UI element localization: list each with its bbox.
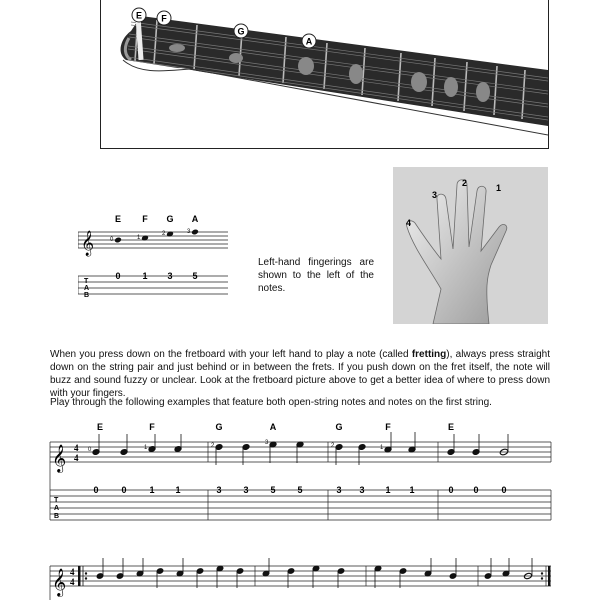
tab-number: 0 [448,485,454,495]
svg-text:E: E [135,10,143,21]
fret-note-a [302,34,316,48]
paragraph-text: When you press down on the fretboard with your left hand to play a note (called [50,349,412,360]
tab-letter: B [54,513,60,520]
time-signature-top: 4 [70,567,75,577]
note-label: F [149,422,155,432]
note-head [191,229,199,236]
fretting-paragraph [50,348,550,400]
tab-letter: A [54,505,60,512]
paragraph-bold-term: fretting [411,349,447,360]
hand-photo [393,167,548,324]
note-label: E [447,422,455,432]
tab-number: 1 [175,485,181,495]
note-label: A [269,422,277,432]
finger-number: 2 [162,231,166,237]
svg-text:A: A [305,36,313,47]
tab-number: 0 [121,485,127,495]
small-notation-example [78,210,233,310]
tab-number: 5 [270,485,276,495]
treble-clef-icon: 𝄞 [81,231,95,256]
tab-letter: A [84,285,90,292]
fret-note-f [157,11,171,25]
example-1-note-labels [97,422,454,432]
time-signature-top: 4 [74,443,79,453]
tab-letter: T [54,497,59,504]
fret-note-g [234,24,248,38]
finger-number: 3 [187,229,191,235]
tab-number: 0 [501,485,507,495]
hand-finger-number: 1 [496,183,502,193]
example-2-system [48,548,553,600]
finger-number: 2 [331,443,335,449]
tab-number: 0 [115,271,121,281]
time-signature-bottom: 4 [74,453,79,463]
hand-finger-number: 3 [432,190,438,200]
finger-number: 1 [380,445,384,451]
small-staff [78,232,228,248]
note-label: G [215,422,223,432]
finger-number: 2 [211,443,215,449]
tab-number: 1 [409,485,415,495]
treble-clef-icon: 𝄞 [52,444,67,472]
tab-number: 3 [216,485,222,495]
tab-number: 1 [385,485,391,495]
tab-number: 3 [359,485,365,495]
note-head [114,237,122,244]
hand-finger-number: 4 [406,218,412,228]
example-2-staff [50,566,551,600]
small-note-label: A [191,214,199,224]
left-hand-illustration [393,167,548,324]
example-1-notes [88,432,509,465]
tab-number: 0 [473,485,479,495]
finger-number: 1 [144,445,148,451]
small-note-label: G [166,214,174,224]
tab-number: 0 [93,485,99,495]
time-signature-bottom: 4 [70,577,75,587]
paragraph-text: ), always press straight down on the string pair and just behind or in between the frets. If you push down on the fret itself, the note will buzz and sound fuzzy or unclear. Look at the fretboard picture above to get a better idea of where to press down with your fingers. [50,349,550,399]
finger-number: 3 [265,440,269,446]
example-2-notes [96,558,532,588]
finger-number: 0 [88,447,92,453]
fingering-caption: Left-hand fingerings are shown to the left of the notes. [258,257,374,294]
tab-number: 5 [297,485,303,495]
note-label: E [96,422,104,432]
tab-number: 3 [167,271,173,281]
svg-text:G: G [237,26,245,37]
small-note-label: F [142,214,148,224]
note-label: F [385,422,391,432]
note-label: G [335,422,343,432]
tab-number: 3 [336,485,342,495]
fretboard-illustration [101,0,548,149]
tab-number: 5 [192,271,198,281]
small-tab-staff [78,276,228,294]
finger-number: 0 [110,237,114,243]
treble-clef-icon: 𝄞 [52,568,67,596]
small-note-label: E [114,214,122,224]
tab-number: 1 [149,485,155,495]
example-1-system [48,420,553,525]
note-head [141,235,149,242]
hand-finger-number: 2 [462,178,468,188]
tab-letter: T [84,278,89,285]
tab-number: 1 [142,271,148,281]
fretboard-figure [100,0,549,149]
finger-number: 1 [137,235,141,241]
tab-letter: B [84,292,90,299]
tab-number: 3 [243,485,249,495]
svg-text:F: F [161,13,167,24]
fret-note-e [132,8,146,22]
note-head [166,231,174,238]
practice-paragraph: Play through the following examples that feature both open-string notes and notes on the first string. [50,397,492,408]
